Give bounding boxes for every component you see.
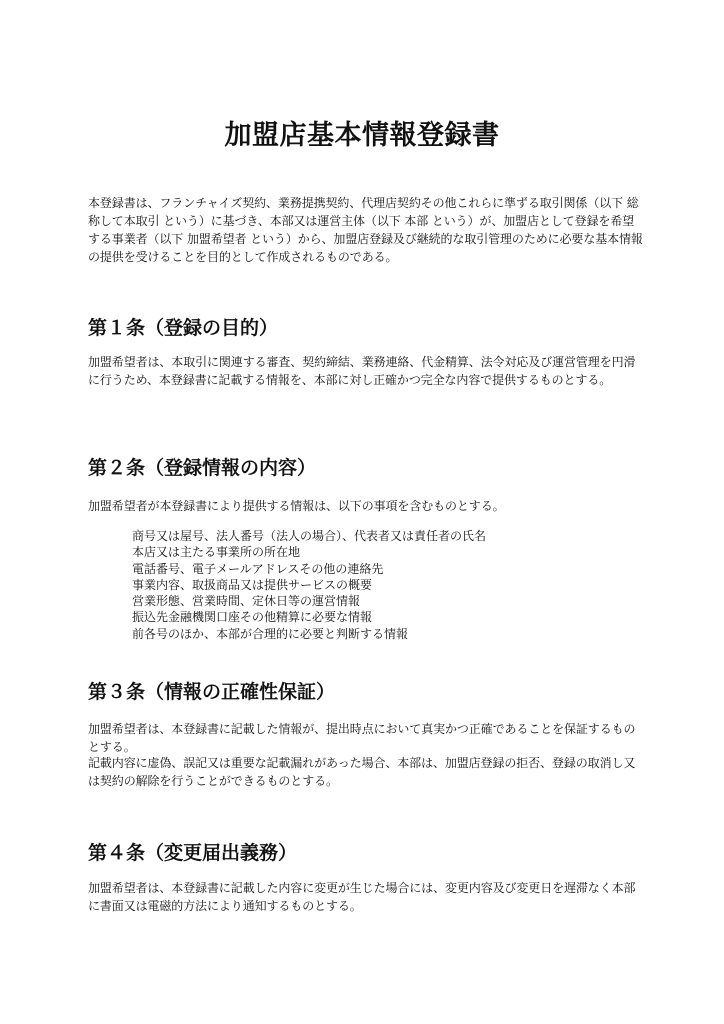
article-1-heading: 第１条（登録の目的） <box>88 317 279 339</box>
article-1-paragraph: 加盟希望者は、本取引に関連する審査、契約締結、業務連絡、代金精算、法令対応及び運営管理を円滑に行うため、本登録書に記載する情報を、本部に対し正確かつ完全な内容で提供するものとする。 <box>88 355 636 387</box>
intro-paragraph: 本登録書は、フランチャイズ契約、業務提携契約、代理店契約その他これらに準ずる取引関係（以下 総称して本取引 という）に基づき、本部又は運営主体（以下 本部 という）が、加盟店として登録を希望する事業者（以下 加盟希望者 という）から、加盟店登録及び継続的な取引管理のために必要な基本情報の提供を受けることを目的として作成されるものである。 <box>88 196 643 264</box>
article-4-paragraph: 加盟希望者は、本登録書に記載した内容に変更が生じた場合には、変更内容及び変更日を遅滞なく本部に書面又は電磁的方法により通知するものとする。 <box>88 881 636 913</box>
list-item: 電話番号、電子メールアドレスその他の連絡先 <box>132 561 384 576</box>
article-4-heading: 第４条（変更届出義務） <box>88 842 298 864</box>
article-3-paragraph-1: 加盟希望者は、本登録書に記載した情報が、提出時点において真実かつ正確であることを保証するものとする。 <box>88 722 636 754</box>
article-3-paragraph-2: 記載内容に虚偽、誤記又は重要な記載漏れがあった場合、本部は、加盟店登録の拒否、登録の取消し又は契約の解除を行うことができるものとする。 <box>88 756 636 788</box>
article-2-paragraph: 加盟希望者が本登録書により提供する情報は、以下の事項を含むものとする。 <box>88 499 505 513</box>
list-item: 商号又は屋号、法人番号（法人の場合）、代表者又は責任者の氏名 <box>132 529 487 543</box>
list-item: 事業内容、取扱商品又は提供サービスの概要 <box>132 577 373 592</box>
list-item: 振込先金融機関口座その他精算に必要な情報 <box>132 610 373 625</box>
list-item: 前各号のほか、本部が合理的に必要と判断する情報 <box>132 626 409 641</box>
list-item: 営業形態、営業時間、定休日等の運営情報 <box>132 594 361 609</box>
document-title: 加盟店基本情報登録書 <box>224 120 500 151</box>
list-item: 本店又は主たる事業所の所在地 <box>132 545 301 560</box>
article-2-heading: 第２条（登録情報の内容） <box>88 457 317 479</box>
article-2-item-list <box>132 528 486 642</box>
article-3-heading: 第３条（情報の正確性保証） <box>88 681 336 703</box>
